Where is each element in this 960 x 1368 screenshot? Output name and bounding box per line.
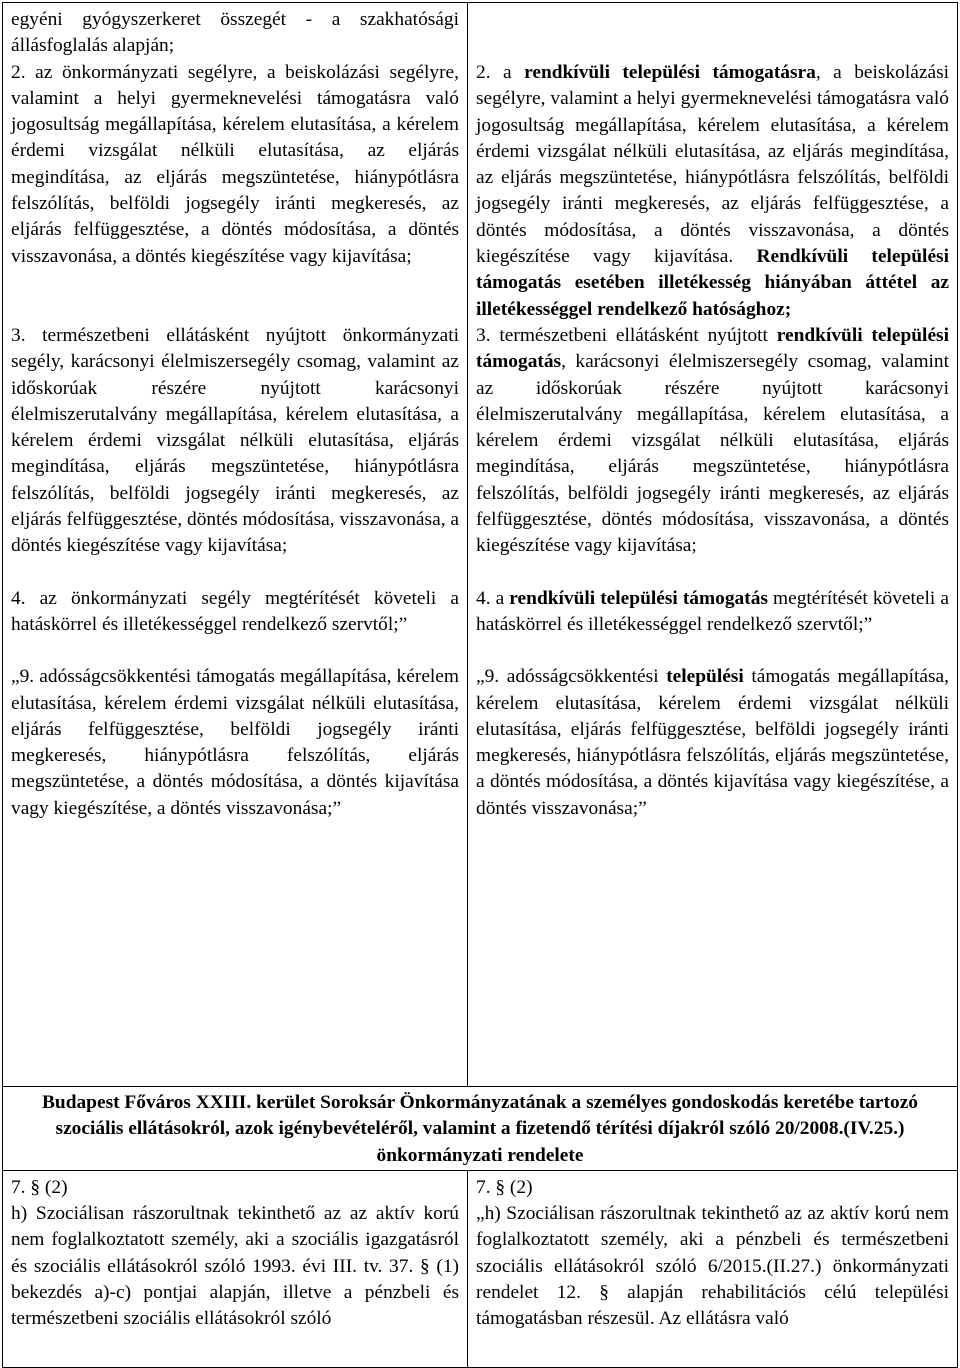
section-text: h) Szociálisan rászorultnak tekinthető az az aktív korú nem foglalkoztatott személy, aki a szociális igazgatásról és szociális ellátásokról szóló 1993. évi III. tv. 37. § (1) bekezdés a)-c) pontjai alapján, illetve a pénzbeli és természetbeni szociális ellátásokról szóló <box>11 1203 459 1330</box>
paragraph-1-continuation: egyéni gyógyszerkeret összegét - a szakhatósági állásfoglalás alapján; <box>11 9 459 57</box>
paragraph-3: 3. természetbeni ellátásként nyújtott önkormányzati segély, karácsonyi élelmiszersegély csomag, valamint az időskorúak részére nyújtott karácsonyi élelmiszerutalvány megállapítása, kérelem elutasítása, a kérelem érdemi vizsgálat nélküli elutasítása, eljárás megindítása, eljárás megszüntetése, hiánypótlásra felszólítás, belföldi jogsegély iránti megkeresés, az eljárás felfüggesztése, döntés módosítása, visszavonása, a döntés kiegészítése vagy kijavítása; <box>11 324 459 557</box>
section-reference: 7. § (2) <box>11 1176 68 1198</box>
amended-paragraph-2: 2. a rendkívüli települési támogatásra, a beiskolázási segélyre, valamint a helyi gyermeknevelési támogatásra való jogosultság megállapítása, kérelem elutasítása, a kérelem érdemi vizsgálat nélküli elutasítása, az eljárás megindítása, az eljárás megszüntetése, hiánypótlásra felszólítás, belföldi jogsegély iránti megkeresés, az eljárás felfüggesztése, a döntés módosítása, a döntés visszavonása, a döntés kiegészítése vagy kijavítása. Rendkívüli települési támogatás esetében illetékesség hiányában áttétel az illetékességgel rendelkező hatósághoz; <box>476 62 949 320</box>
amended-paragraph-3: 3. természetbeni ellátásként nyújtott rendkívüli települési támogatás, karácsonyi élelmiszersegély csomag, valamint az időskorúak részére nyújtott karácsonyi élelmiszerutalvány megállapítása, kérelem elutasítása, a kérelem érdemi vizsgálat nélküli elutasítása, eljárás megindítása, eljárás megszüntetése, hiánypótlásra felszólítás, belföldi jogsegély iránti megkeresés, az eljárás felfüggesztése, döntés módosítása, visszavonása, a döntés kiegészítése vagy kijavítása; <box>476 324 949 557</box>
table-row <box>3 1170 958 1367</box>
table-row <box>3 1087 958 1171</box>
amended-paragraph-4: 4. a rendkívüli települési támogatás megtérítését követeli a hatáskörrel és illetékességgel rendelkező szervtől;” <box>476 587 949 635</box>
regulation-heading: Budapest Főváros XXIII. kerület Soroksár Önkormányzatának a személyes gondoskodás keretébe tartozó szociális ellátásokról, azok igénybevételéről, valamint a fizetendő térítési díjakról szóló 20/2008.(IV.25.) önkormányzati rendelete <box>3 1087 958 1171</box>
right-column-amended <box>468 1170 958 1367</box>
left-column-original <box>3 3 468 1087</box>
table-row <box>3 3 958 1087</box>
amended-paragraph-9: „9. adósságcsökkentési települési támogatás megállapítása, kérelem elutasítása, kérelem érdemi vizsgálat nélküli elutasítása, eljárás felfüggesztése, belföldi jogsegély iránti megkeresés, hiánypótlásra felszólítás, eljárás megszüntetése, a döntés módosítása, a döntés kijavítása vagy kiegészítése, a döntés visszavonása;” <box>476 666 949 819</box>
paragraph-9: „9. adósságcsökkentési támogatás megállapítása, kérelem elutasítása, kérelem érdemi vizsgálat nélküli elutasítása, eljárás felfüggesztése, belföldi jogsegély iránti megkeresés, hiánypótlásra felszólítás, eljárás megszüntetése, a döntés módosítása, a döntés kijavítása vagy kiegészítése, a döntés visszavonása;” <box>11 666 459 819</box>
left-column-original <box>3 1170 468 1367</box>
section-reference: 7. § (2) <box>476 1176 533 1198</box>
comparison-table <box>2 2 958 1368</box>
section-text: „h) Szociálisan rászorultnak tekinthető az az aktív korú nem foglalkoztatott személy, aki a pénzbeli és természetbeni szociális ellátásokról szóló 6/2015.(II.27.) önkormányzati rendelet 12. § alapján rehabilitációs célú települési támogatásban részesül. Az ellátásra való <box>476 1203 949 1330</box>
paragraph-2: 2. az önkormányzati segélyre, a beiskolázási segélyre, valamint a helyi gyermeknevelési támogatásra való jogosultság megállapítása, kérelem elutasítása, a kérelem érdemi vizsgálat nélküli elutasítása, az eljárás megindítása, az eljárás megszüntetése, hiánypótlásra felszólítás, belföldi jogsegély iránti megkeresés, az eljárás felfüggesztése, a döntés módosítása, a döntés visszavonása, a döntés kiegészítése vagy kijavítása; <box>11 61 459 267</box>
paragraph-4: 4. az önkormányzati segély megtérítését követeli a hatáskörrel és illetékességgel rendelkező szervtől;” <box>11 587 459 635</box>
right-column-amended <box>468 3 958 1087</box>
